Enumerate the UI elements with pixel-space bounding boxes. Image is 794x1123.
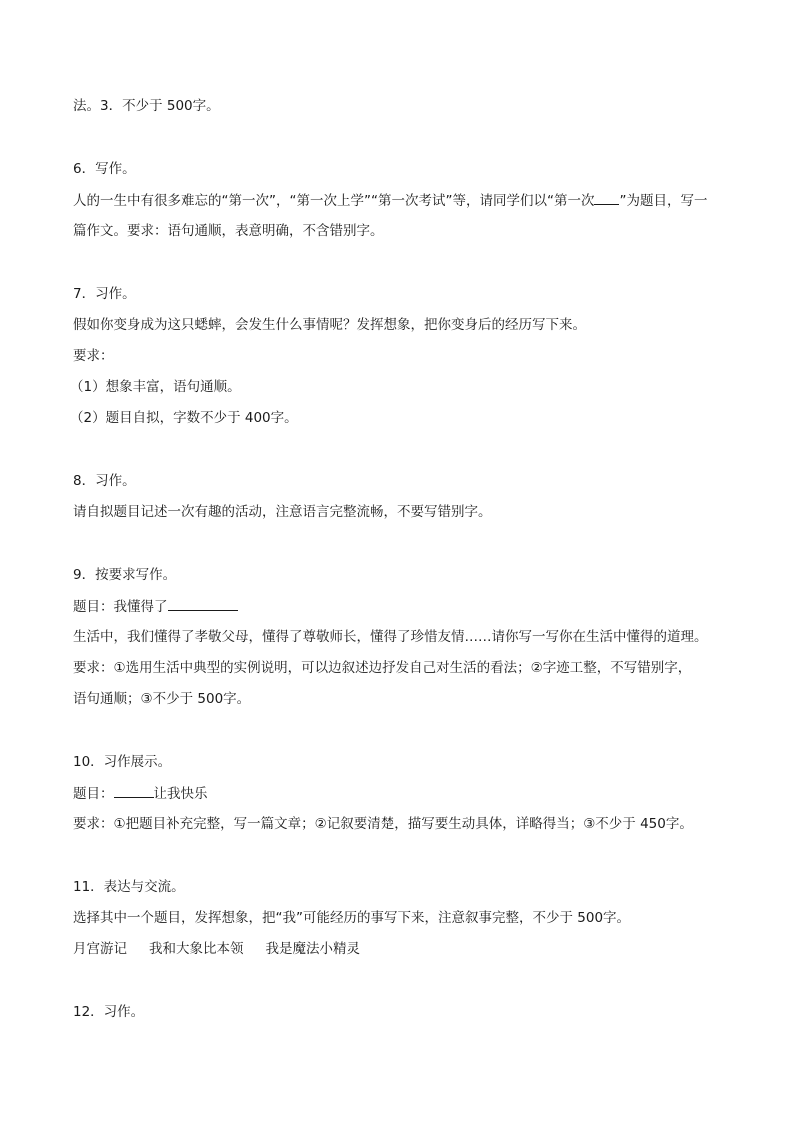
q11-heading: 11．表达与交流。 <box>73 879 185 895</box>
q6-prompt-line1 <box>73 190 707 211</box>
q9-requirement-line1: 要求：①选用生活中典型的实例说明，可以边叙述边抒发自己对生活的看法；②字迹工整，不写错别字， <box>73 660 692 676</box>
topic-option: 月宫游记 <box>73 941 127 957</box>
q7-requirement-2: （2）题目自拟，字数不少于 400字。 <box>70 410 298 426</box>
q10-requirement: 要求：①把题目补充完整，写一篇文章；②记叙要清楚，描写要生动具体，详略得当；③不少于 450字。 <box>73 816 693 832</box>
q7-heading: 7．习作。 <box>73 286 136 302</box>
q7-prompt: 假如你变身成为这只蟋蟀，会发生什么事情呢？发挥想象，把你变身后的经历写下来。 <box>73 317 586 333</box>
answer-blank <box>594 190 619 205</box>
q10-heading: 10．习作展示。 <box>73 754 172 770</box>
q6-prompt-part1: 人的一生中有很多难忘的“第一次”，“第一次上学”“第一次考试”等，请同学们以“第一次 <box>73 193 595 209</box>
q9-heading: 9．按要求写作。 <box>73 567 177 583</box>
q11-prompt: 选择其中一个题目，发挥想象，把“我”可能经历的事写下来，注意叙事完整，不少于 500字。 <box>73 910 631 926</box>
q11-topic-options <box>73 939 360 959</box>
q6-prompt-part2: ”为题目，写一 <box>619 193 708 209</box>
q10-title-label: 题目： <box>73 786 114 802</box>
q9-title-label: 题目：我懂得了 <box>73 599 168 615</box>
q10-title-line <box>73 783 208 804</box>
q6-prompt-line2: 篇作文。要求：语句通顺，表意明确，不含错别字。 <box>73 223 384 239</box>
q9-title-line <box>73 596 238 617</box>
topic-option: 我是魔法小精灵 <box>265 941 360 957</box>
q9-prompt: 生活中，我们懂得了孝敬父母，懂得了尊敬师长，懂得了珍惜友情……请你写一写你在生活中懂得的道理。 <box>73 629 708 645</box>
q5-tail: 法。3．不少于 500字。 <box>73 98 220 114</box>
q6-heading: 6．写作。 <box>73 161 136 177</box>
q8-heading: 8．习作。 <box>73 473 136 489</box>
q9-requirement-line2: 语句通顺；③不少于 500字。 <box>73 691 251 707</box>
q8-prompt: 请自拟题目记述一次有趣的活动，注意语言完整流畅，不要写错别字。 <box>73 504 492 520</box>
answer-blank <box>114 783 154 798</box>
q7-requirement-label: 要求： <box>73 348 114 364</box>
answer-blank <box>168 596 238 611</box>
q7-requirement-1: （1）想象丰富，语句通顺。 <box>70 379 241 395</box>
q12-heading: 12．习作。 <box>73 1004 145 1020</box>
topic-option: 我和大象比本领 <box>149 941 244 957</box>
q10-title-tail: 让我快乐 <box>153 786 208 802</box>
